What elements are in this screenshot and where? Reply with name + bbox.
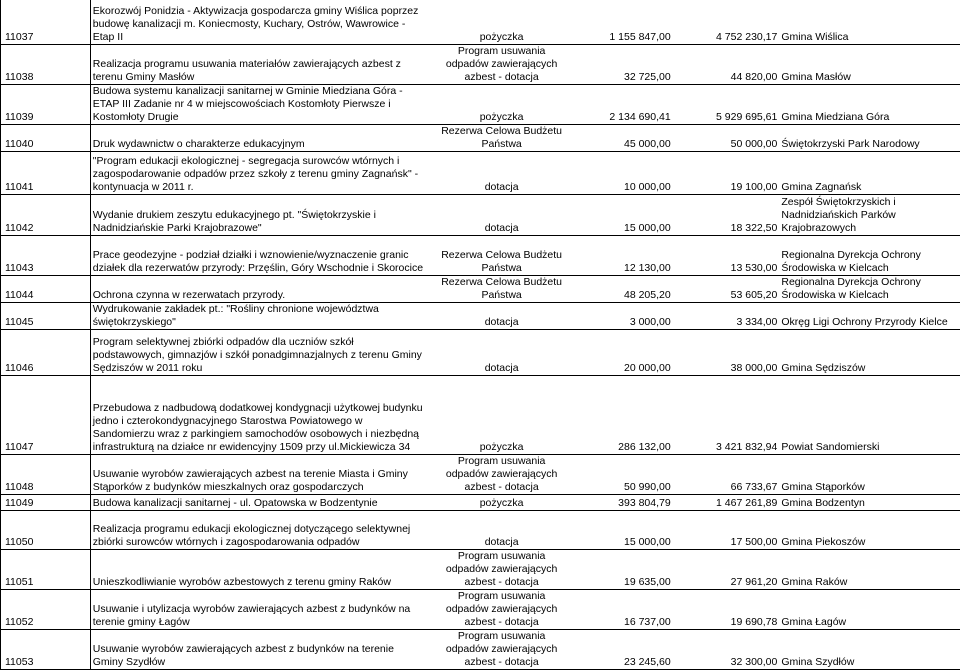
row-beneficiary: Gmina Szydłów	[779, 629, 960, 669]
row-total-cost: 17 500,00	[673, 510, 780, 549]
row-total-cost: 38 000,00	[673, 329, 780, 375]
row-amount-granted: 1 155 847,00	[567, 0, 673, 44]
row-funding-form: pożyczka	[436, 0, 567, 44]
row-description: Usuwanie i utylizacja wyrobów zawierających azbest z budynków na terenie gminy Łagów	[90, 589, 436, 629]
table-row	[1, 151, 960, 194]
row-amount-granted: 32 725,00	[567, 44, 673, 84]
row-amount-granted: 2 134 690,41	[567, 84, 673, 124]
row-beneficiary: Gmina Masłów	[779, 44, 960, 84]
row-id: 11039	[1, 84, 91, 124]
row-id: 11041	[1, 151, 91, 194]
table-row	[1, 302, 960, 329]
row-beneficiary: Gmina Raków	[779, 549, 960, 589]
table-row	[1, 275, 960, 302]
row-id: 11052	[1, 589, 91, 629]
projects-table-body	[1, 0, 960, 669]
row-amount-granted: 12 130,00	[567, 235, 673, 275]
row-beneficiary: Gmina Łagów	[779, 589, 960, 629]
row-description: Wydrukowanie zakładek pt.: "Rośliny chronione województwa świętokrzyskiego"	[90, 302, 436, 329]
row-description: Przebudowa z nadbudową dodatkowej kondygnacji użytkowej budynku jedno i czterokondygnacyjnego Starostwa Powiatowego w Sandomierzu wraz z parkingiem samochodów osobowych i niezbędną infrastrukturą na działce nr ewidencyjny 1509 przy ul.Mickiewicza 34	[90, 375, 436, 454]
row-total-cost: 19 100,00	[673, 151, 780, 194]
table-row	[1, 454, 960, 494]
row-beneficiary: Gmina Zagnańsk	[779, 151, 960, 194]
table-row	[1, 329, 960, 375]
row-amount-granted: 16 737,00	[567, 589, 673, 629]
row-total-cost: 19 690,78	[673, 589, 780, 629]
row-description: Ekorozwój Ponidzia - Aktywizacja gospodarcza gminy Wiślica poprzez budowę kanalizacji m. Koniecmosty, Kuchary, Ostrów, Wawrowice - Etap II	[90, 0, 436, 44]
row-description: Realizacja programu usuwania materiałów zawierających azbest z terenu Gminy Masłów	[90, 44, 436, 84]
row-funding-form: Program usuwania odpadów zawierających azbest - dotacja	[436, 549, 567, 589]
table-row	[1, 549, 960, 589]
row-id: 11038	[1, 44, 91, 84]
row-amount-granted: 3 000,00	[567, 302, 673, 329]
row-funding-form: Program usuwania odpadów zawierających azbest - dotacja	[436, 629, 567, 669]
row-beneficiary: Gmina Bodzentyn	[779, 494, 960, 510]
row-funding-form: dotacja	[436, 510, 567, 549]
row-id: 11037	[1, 0, 91, 44]
row-total-cost: 3 421 832,94	[673, 375, 780, 454]
row-funding-form: pożyczka	[436, 494, 567, 510]
row-id: 11040	[1, 124, 91, 151]
row-description: Budowa kanalizacji sanitarnej - ul. Opatowska w Bodzentynie	[90, 494, 436, 510]
row-beneficiary: Gmina Stąporków	[779, 454, 960, 494]
row-beneficiary: Gmina Sędziszów	[779, 329, 960, 375]
row-funding-form: dotacja	[436, 329, 567, 375]
table-row	[1, 84, 960, 124]
table-row	[1, 235, 960, 275]
row-total-cost: 18 322,50	[673, 194, 780, 235]
row-id: 11053	[1, 629, 91, 669]
row-amount-granted: 20 000,00	[567, 329, 673, 375]
row-id: 11044	[1, 275, 91, 302]
row-amount-granted: 15 000,00	[567, 194, 673, 235]
table-row	[1, 629, 960, 669]
row-description: "Program edukacji ekologicznej - segregacja surowców wtórnych i zagospodarowanie odpadów przez szkoły z terenu gminy Zagnańsk" - kontynuacja w 2011 r.	[90, 151, 436, 194]
row-amount-granted: 393 804,79	[567, 494, 673, 510]
row-beneficiary: Regionalna Dyrekcja Ochrony Środowiska w Kielcach	[779, 275, 960, 302]
row-amount-granted: 50 990,00	[567, 454, 673, 494]
row-id: 11045	[1, 302, 91, 329]
row-beneficiary: Regionalna Dyrekcja Ochrony Środowiska w Kielcach	[779, 235, 960, 275]
row-amount-granted: 45 000,00	[567, 124, 673, 151]
row-id: 11049	[1, 494, 91, 510]
row-amount-granted: 48 205,20	[567, 275, 673, 302]
row-description: Prace geodezyjne - podział działki i wznowienie/wyznaczenie granic działek dla rezerwatów przyrody: Przęślin, Góry Wschodnie i Skorocice	[90, 235, 436, 275]
table-row	[1, 510, 960, 549]
row-funding-form: Program usuwania odpadów zawierających azbest - dotacja	[436, 589, 567, 629]
row-funding-form: pożyczka	[436, 84, 567, 124]
row-beneficiary: Gmina Miedziana Góra	[779, 84, 960, 124]
row-id: 11042	[1, 194, 91, 235]
row-total-cost: 5 929 695,61	[673, 84, 780, 124]
row-funding-form: Rezerwa Celowa Budżetu Państwa	[436, 275, 567, 302]
table-row	[1, 194, 960, 235]
row-amount-granted: 10 000,00	[567, 151, 673, 194]
table-row	[1, 124, 960, 151]
row-description: Budowa systemu kanalizacji sanitarnej w Gminie Miedziana Góra - ETAP III Zadanie nr 4 w miejscowościach Kostomłoty Pierwsze i Kostomłoty Drugie	[90, 84, 436, 124]
row-total-cost: 53 605,20	[673, 275, 780, 302]
row-beneficiary: Świętokrzyski Park Narodowy	[779, 124, 960, 151]
row-description: Unieszkodliwianie wyrobów azbestowych z terenu gminy Raków	[90, 549, 436, 589]
row-id: 11050	[1, 510, 91, 549]
row-total-cost: 32 300,00	[673, 629, 780, 669]
row-funding-form: dotacja	[436, 151, 567, 194]
row-description: Program selektywnej zbiórki odpadów dla uczniów szkół podstawowych, gimnazjów i szkół ponadgimnazjalnych z terenu Gminy Sędziszów w 2011 roku	[90, 329, 436, 375]
row-total-cost: 1 467 261,89	[673, 494, 780, 510]
row-beneficiary: Powiat Sandomierski	[779, 375, 960, 454]
row-funding-form: Program usuwania odpadów zawierających azbest - dotacja	[436, 454, 567, 494]
row-beneficiary: Gmina Wiślica	[779, 0, 960, 44]
row-beneficiary: Zespół Świętokrzyskich i Nadnidziańskich Parków Krajobrazowych	[779, 194, 960, 235]
row-funding-form: dotacja	[436, 302, 567, 329]
row-description: Usuwanie wyrobów zawierających azbest na terenie Miasta i Gminy Stąporków z budynków mieszkalnych oraz gospodarczych	[90, 454, 436, 494]
row-funding-form: Rezerwa Celowa Budżetu Państwa	[436, 235, 567, 275]
table-row	[1, 494, 960, 510]
row-description: Realizacja programu edukacji ekologicznej dotyczącego selektywnej zbiórki surowców wtórnych i zagospodarowania odpadów	[90, 510, 436, 549]
row-id: 11051	[1, 549, 91, 589]
row-total-cost: 4 752 230,17	[673, 0, 780, 44]
table-row	[1, 0, 960, 44]
row-id: 11046	[1, 329, 91, 375]
table-row	[1, 589, 960, 629]
row-beneficiary: Gmina Piekoszów	[779, 510, 960, 549]
table-row	[1, 44, 960, 84]
row-id: 11048	[1, 454, 91, 494]
row-description: Wydanie drukiem zeszytu edukacyjnego pt. "Świętokrzyskie i Nadnidziańskie Parki Krajobrazowe"	[90, 194, 436, 235]
row-total-cost: 3 334,00	[673, 302, 780, 329]
row-funding-form: Program usuwania odpadów zawierających azbest - dotacja	[436, 44, 567, 84]
row-description: Usuwanie wyrobów zawierających azbest z budynków na terenie Gminy Szydłów	[90, 629, 436, 669]
row-description: Ochrona czynna w rezerwatach przyrody.	[90, 275, 436, 302]
table-row	[1, 375, 960, 454]
row-beneficiary: Okręg Ligi Ochrony Przyrody Kielce	[779, 302, 960, 329]
row-amount-granted: 286 132,00	[567, 375, 673, 454]
row-id: 11047	[1, 375, 91, 454]
row-description: Druk wydawnictw o charakterze edukacyjnym	[90, 124, 436, 151]
row-funding-form: pożyczka	[436, 375, 567, 454]
row-total-cost: 50 000,00	[673, 124, 780, 151]
row-funding-form: dotacja	[436, 194, 567, 235]
row-amount-granted: 15 000,00	[567, 510, 673, 549]
row-amount-granted: 19 635,00	[567, 549, 673, 589]
row-total-cost: 66 733,67	[673, 454, 780, 494]
row-amount-granted: 23 245,60	[567, 629, 673, 669]
row-funding-form: Rezerwa Celowa Budżetu Państwa	[436, 124, 567, 151]
row-total-cost: 27 961,20	[673, 549, 780, 589]
row-total-cost: 44 820,00	[673, 44, 780, 84]
row-id: 11043	[1, 235, 91, 275]
row-total-cost: 13 530,00	[673, 235, 780, 275]
